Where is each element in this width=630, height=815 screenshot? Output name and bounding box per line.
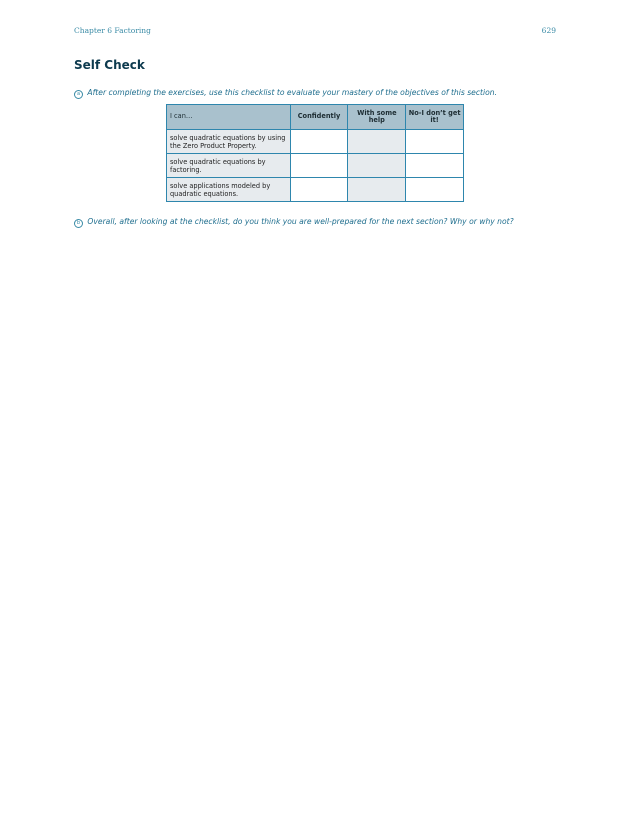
section-title: Self Check — [74, 58, 145, 72]
page-number: 629 — [541, 26, 556, 35]
confidently-cell — [290, 130, 348, 154]
with-some-help-cell — [348, 154, 406, 178]
chapter-title: Chapter 6 Factoring — [74, 26, 151, 35]
header-i-can: I can… — [167, 105, 291, 130]
confidently-cell — [290, 178, 348, 202]
exercise-text-a: After completing the exercises, use this checklist to evaluate your mastery of the objectives of this section. — [87, 88, 497, 97]
objective-cell: solve quadratic equations by using the Zero Product Property. — [167, 130, 291, 154]
table-row — [167, 154, 464, 178]
header-with-some-help: With some help — [348, 105, 406, 130]
item-marker-b-icon: b — [74, 219, 83, 228]
self-check-table — [166, 104, 464, 202]
exercise-item-a — [74, 88, 497, 99]
table-header-row — [167, 105, 464, 130]
objective-cell: solve quadratic equations by factoring. — [167, 154, 291, 178]
item-marker-a-icon: a — [74, 90, 83, 99]
header-confidently: Confidently — [290, 105, 348, 130]
running-head — [74, 26, 556, 38]
no-dont-get-it-cell — [406, 154, 464, 178]
no-dont-get-it-cell — [406, 178, 464, 202]
table-row — [167, 130, 464, 154]
exercise-item-b — [74, 217, 514, 228]
header-no-dont-get-it: No-I don’t get it! — [406, 105, 464, 130]
no-dont-get-it-cell — [406, 130, 464, 154]
exercise-text-b: Overall, after looking at the checklist, do you think you are well-prepared for the next section? Why or why not? — [87, 217, 514, 226]
table-row — [167, 178, 464, 202]
with-some-help-cell — [348, 178, 406, 202]
with-some-help-cell — [348, 130, 406, 154]
objective-cell: solve applications modeled by quadratic equations. — [167, 178, 291, 202]
confidently-cell — [290, 154, 348, 178]
